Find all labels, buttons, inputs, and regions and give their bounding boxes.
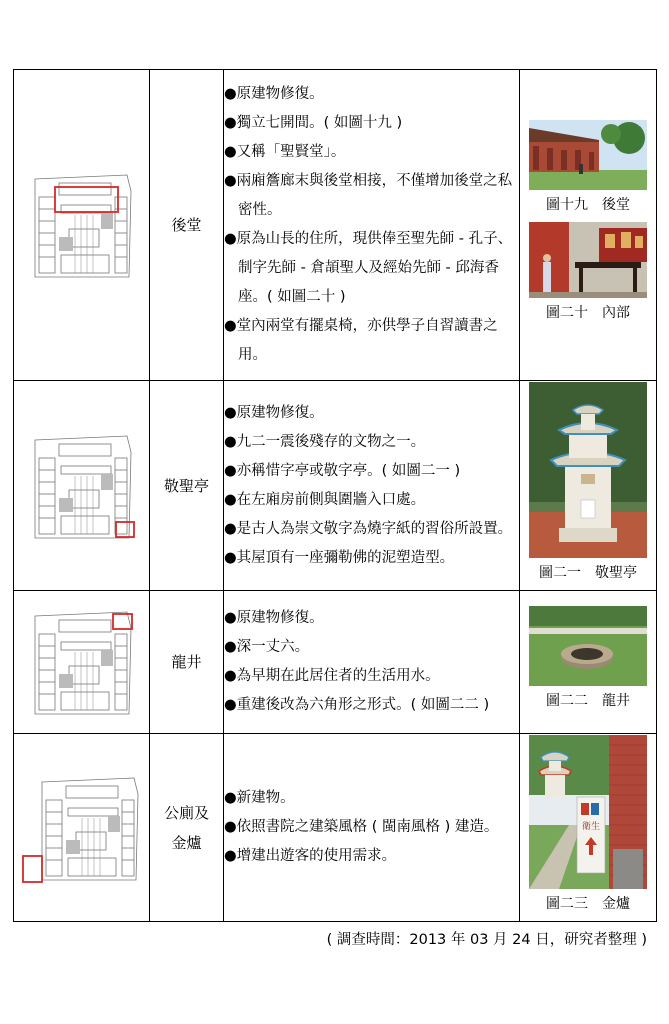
photo-caption: 圖二二 龍井 xyxy=(546,693,630,709)
photo-cell xyxy=(520,70,657,381)
description-cell xyxy=(224,381,520,591)
photo-cell xyxy=(520,381,657,591)
building-name-cell xyxy=(150,591,224,734)
site-plan-icon xyxy=(29,169,135,281)
list-item: ●是古人為崇文敬字為燒字紙的習俗所設置。 xyxy=(224,520,513,537)
building-table xyxy=(13,69,657,922)
table-row xyxy=(14,70,657,381)
building-name-cell xyxy=(150,381,224,591)
building-name: 敬聖亭 xyxy=(163,476,209,495)
well-photo xyxy=(529,606,647,686)
photo-caption: 圖十九 後堂 xyxy=(546,197,630,213)
pavilion-photo xyxy=(529,382,647,558)
list-item: ●重建後改為六角形之形式。( 如圖二二 ) xyxy=(224,697,490,713)
site-plan-icon xyxy=(29,430,135,542)
building-name: 公廁及 xyxy=(163,803,209,822)
list-item: ●又稱「聖賢堂」。 xyxy=(224,144,346,160)
list-item: ●為早期在此居住者的生活用水。 xyxy=(224,668,440,684)
list-item: ●亦稱惜字亭或敬字亭。( 如圖二一 ) xyxy=(224,462,461,479)
plan-cell xyxy=(14,70,150,381)
interior-photo xyxy=(529,222,647,298)
photo-caption: 圖二三 金爐 xyxy=(546,895,630,912)
plan-cell xyxy=(14,591,150,734)
list-item: ●其屋頂有一座彌勒佛的泥塑造型。 xyxy=(224,549,455,566)
photo-cell xyxy=(520,734,657,922)
building-name: 龍井 xyxy=(171,653,202,671)
list-item: ●新建物。 xyxy=(224,790,295,806)
list-item: ●依照書院之建築風格 ( 閩南風格 ) 建造。 xyxy=(224,819,499,835)
photo-caption: 圖二一 敬聖亭 xyxy=(539,564,637,581)
photo-caption: 圖二十 內部 xyxy=(546,305,630,321)
building-name-cell xyxy=(150,734,224,922)
list-item: ●原建物修復。 xyxy=(224,404,324,421)
list-item: ●九二一震後殘存的文物之一。 xyxy=(224,433,426,450)
highlight-box-icon xyxy=(23,856,42,882)
description-cell xyxy=(224,591,520,734)
table-row xyxy=(14,381,657,591)
building-name-cell xyxy=(150,70,224,381)
sign-text: 衛生 xyxy=(581,821,601,832)
building-name: 金爐 xyxy=(171,833,202,852)
list-item: ●原建物修復。 xyxy=(224,610,324,626)
building-name: 後堂 xyxy=(171,216,202,234)
description-cell xyxy=(224,70,520,381)
plan-cell xyxy=(14,381,150,591)
highlight-box-icon xyxy=(116,522,134,537)
list-item: ●增建出遊客的使用需求。 xyxy=(224,848,397,864)
toilet-furnace-photo xyxy=(529,735,647,889)
list-item: ●獨立七開間。( 如圖十九 ) xyxy=(224,115,403,131)
highlight-box-icon xyxy=(55,187,118,212)
footer-note: ( 調查時間：2013 年 03 月 24 日，研究者整理 ) xyxy=(326,932,647,948)
list-item: ●原為山長的住所，現供俸至聖先師 - 孔子、制字先師 - 倉頡聖人及經始先師 - 邱海香座。( 如圖二十 ) xyxy=(224,231,513,305)
photo-cell xyxy=(520,591,657,734)
list-item: ●在左廂房前側與圍牆入口處。 xyxy=(224,491,426,508)
site-plan-icon xyxy=(22,772,142,884)
list-item: ●堂內兩堂有擺桌椅，亦供學子自習讀書之用。 xyxy=(224,318,498,363)
table-row xyxy=(14,734,657,922)
list-item: ●原建物修復。 xyxy=(224,86,324,102)
back-hall-photo xyxy=(529,120,647,190)
description-cell xyxy=(224,734,520,922)
list-item: ●兩廂簷廊末與後堂相接，不僅增加後堂之私密性。 xyxy=(224,173,513,218)
list-item: ●深一丈六。 xyxy=(224,639,310,655)
table-row xyxy=(14,591,657,734)
plan-cell xyxy=(14,734,150,922)
site-plan-icon xyxy=(29,606,135,718)
